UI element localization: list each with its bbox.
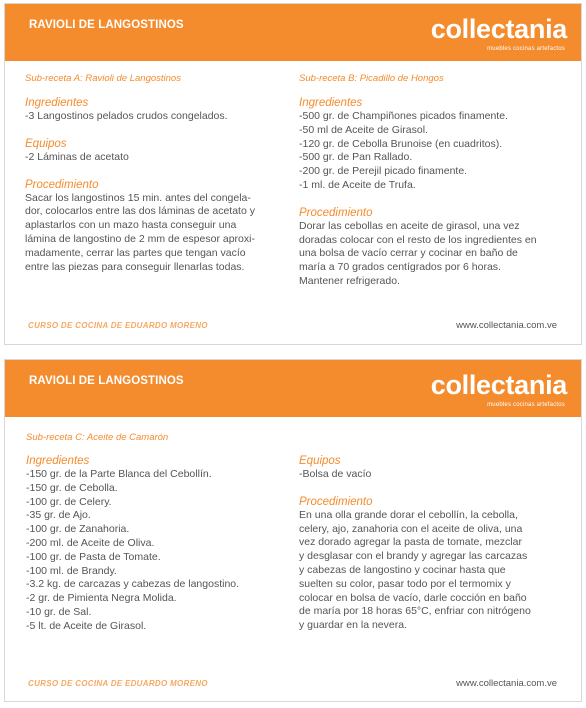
list-item: -Bolsa de vacío xyxy=(299,468,372,480)
ingredients-heading: Ingredientes xyxy=(25,97,89,109)
text-line: y desglasar con el brandy y agregar las carcazas xyxy=(299,550,528,563)
text-line: doradas colocar con el resto de los ingredientes en xyxy=(299,233,537,246)
text-line: y guardar en la nevera. xyxy=(299,619,407,632)
subrecipe-title: Sub-receta B: Picadillo de Hongos xyxy=(299,73,444,84)
website-footer: www.collectania.com.ve xyxy=(456,678,557,689)
text-line: En una olla grande dorar el cebollín, la cebolla, xyxy=(299,508,518,521)
list-item: -2 Láminas de acetato xyxy=(25,150,129,163)
subrecipe-a-column xyxy=(25,73,291,274)
list-item: -200 gr. de Perejil picado finamente. xyxy=(299,165,468,178)
list-item: -500 gr. de Champiñones picados finamente. xyxy=(299,110,508,122)
list-item: -150 gr. de Cebolla. xyxy=(26,481,118,494)
text-line: suelten su color, pasar todo por el termomix y xyxy=(299,577,511,590)
list-item: -5 lt. de Aceite de Girasol. xyxy=(26,619,147,632)
text-line: Dorar las cebollas en aceite de girasol, una vez xyxy=(299,219,520,232)
text-line: Sacar los langostinos 15 min. antes del congela- xyxy=(25,191,251,204)
text-line: maría a 70 grados centígrados por 6 horas. xyxy=(299,261,501,274)
procedure-heading: Procedimiento xyxy=(25,178,99,191)
text-line: colocar en bolsa de vacío, darle cocción en baño xyxy=(299,591,527,604)
list-item: -2 gr. de Pimienta Negra Molida. xyxy=(26,592,177,605)
list-item: -100 gr. de Pasta de Tomate. xyxy=(26,550,161,563)
text-line: vez dorado agregar la pasta de tomate, mezclar xyxy=(299,536,522,549)
ingredients-heading: Ingredientes xyxy=(299,97,363,109)
subrecipe-c-column xyxy=(26,432,292,634)
text-line: de maría por 18 horas 65°C, enfriar con nitrógeno xyxy=(299,605,531,618)
list-item: -3.2 kg. de carcazas y cabezas de langostino. xyxy=(26,578,240,591)
collectania-logo xyxy=(407,371,567,411)
card-header xyxy=(5,360,581,417)
logo-wordmark: collectania xyxy=(430,370,567,400)
subrecipe-title: Sub-receta A: Ravioli de Langostinos xyxy=(25,73,181,84)
equipment-procedure-column xyxy=(299,454,565,633)
subrecipe-b-column xyxy=(299,73,565,289)
equipment-heading: Equipos xyxy=(25,137,67,150)
ingredients-list xyxy=(299,110,565,193)
text-line: madamente, cerrar las partes que tengan vacío xyxy=(25,246,246,259)
text-line: entre las piezas para conseguir llenarlas todas. xyxy=(25,260,245,273)
text-line: una bolsa de vacío cerrar y cocinar en baño de xyxy=(299,247,518,260)
list-item: -50 ml de Aceite de Girasol. xyxy=(299,123,428,136)
text-line: lámina de langostino de 2 mm de espesor aproxi- xyxy=(25,232,255,245)
course-footer: CURSO DE COCINA DE EDUARDO MORENO xyxy=(28,679,208,688)
logo-wordmark: collectania xyxy=(430,14,567,44)
list-item: -100 gr. de Celery. xyxy=(26,495,112,508)
text-line: Mantener refrigerado. xyxy=(299,274,400,287)
recipe-card-1 xyxy=(4,3,582,345)
recipe-card-2 xyxy=(4,359,582,702)
logo-tagline: muebles cocinas artefactos xyxy=(487,46,565,52)
card-header xyxy=(5,4,581,61)
equipment-heading: Equipos xyxy=(299,455,341,467)
ingredients-heading: Ingredientes xyxy=(26,455,90,467)
text-line: y cabezas de langostino y cocinar hasta que xyxy=(299,563,506,576)
equipment-list xyxy=(25,151,291,165)
text-line: aplastarlos con un mazo hasta conseguir una xyxy=(25,219,237,232)
list-item: -150 gr. de la Parte Blanca del Cebollín. xyxy=(26,468,212,480)
procedure-text xyxy=(299,220,565,289)
equipment-list xyxy=(299,468,565,482)
list-item: -10 gr. de Sal. xyxy=(26,605,92,618)
procedure-heading: Procedimiento xyxy=(299,206,373,219)
text-line: celery, ajo, zanahoria con el aceite de oliva, una xyxy=(299,522,523,535)
list-item: -3 Langostinos pelados crudos congelados. xyxy=(25,110,228,122)
logo-tagline: muebles cocinas artefactos xyxy=(487,402,565,408)
procedure-text xyxy=(299,509,565,633)
procedure-heading: Procedimiento xyxy=(299,495,373,508)
ingredients-list xyxy=(25,110,291,124)
list-item: -35 gr. de Ajo. xyxy=(26,509,91,522)
list-item: -100 ml. de Brandy. xyxy=(26,564,117,577)
list-item: -100 gr. de Zanahoria. xyxy=(26,523,130,536)
list-item: -120 gr. de Cebolla Brunoise (en cuadritos). xyxy=(299,137,503,150)
website-footer: www.collectania.com.ve xyxy=(456,320,557,331)
list-item: -200 ml. de Aceite de Oliva. xyxy=(26,536,155,549)
card-title: RAVIOLI DE LANGOSTINOS xyxy=(29,19,184,31)
subrecipe-title: Sub-receta C: Aceite de Camarón xyxy=(26,432,169,443)
card-title: RAVIOLI DE LANGOSTINOS xyxy=(29,375,184,387)
ingredients-list xyxy=(26,468,292,634)
procedure-text xyxy=(25,192,291,275)
collectania-logo xyxy=(407,15,567,55)
list-item: -500 gr. de Pan Rallado. xyxy=(299,151,413,164)
list-item: -1 ml. de Aceite de Trufa. xyxy=(299,178,416,191)
text-line: dor, colocarlos entre las dos láminas de acetato y xyxy=(25,205,255,218)
course-footer: CURSO DE COCINA DE EDUARDO MORENO xyxy=(28,321,208,330)
